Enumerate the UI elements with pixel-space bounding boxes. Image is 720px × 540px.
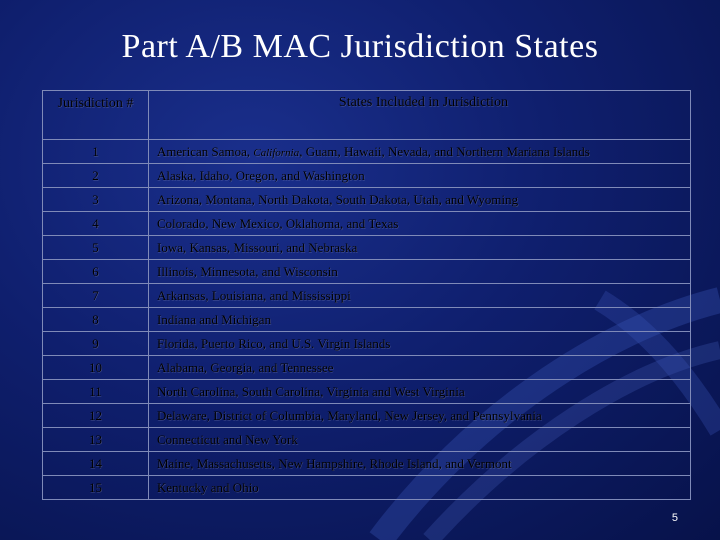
jurisdiction-number-cell: 9 [43, 332, 149, 356]
states-cell: Connecticut and New York [149, 428, 691, 452]
jurisdiction-number-cell: 5 [43, 236, 149, 260]
jurisdiction-number-cell: 6 [43, 260, 149, 284]
table-row [43, 140, 691, 164]
jurisdiction-number-cell: 12 [43, 404, 149, 428]
states-text-prefix: American Samoa, [157, 143, 254, 159]
table-row [43, 164, 691, 188]
table-row [43, 404, 691, 428]
states-cell: Arizona, Montana, North Dakota, South Dakota, Utah, and Wyoming [149, 188, 691, 212]
states-cell: Illinois, Minnesota, and Wisconsin [149, 260, 691, 284]
jurisdiction-number-cell: 10 [43, 356, 149, 380]
states-cell: Maine, Massachusetts, New Hampshire, Rhode Island, and Vermont [149, 452, 691, 476]
table-row [43, 236, 691, 260]
table-row [43, 476, 691, 500]
states-text-italic: California [253, 146, 300, 159]
table-row [43, 380, 691, 404]
page-number: 5 [671, 512, 678, 524]
jurisdiction-number-cell: 11 [43, 380, 149, 404]
states-cell: Delaware, District of Columbia, Maryland, New Jersey, and Pennsylvania [149, 404, 691, 428]
jurisdiction-number-cell: 7 [43, 284, 149, 308]
table-row [43, 260, 691, 284]
table-row [43, 212, 691, 236]
states-cell: Indiana and Michigan [149, 308, 691, 332]
jurisdiction-number-cell: 13 [43, 428, 149, 452]
jurisdiction-table [42, 90, 691, 500]
header-jurisdiction-number: Jurisdiction # [43, 91, 149, 140]
table-row [43, 356, 691, 380]
states-text-suffix: , Guam, Hawaii, Nevada, and Northern Mariana Islands [299, 143, 590, 159]
states-cell: North Carolina, South Carolina, Virginia and West Virginia [149, 380, 691, 404]
states-cell: Arkansas, Louisiana, and Mississippi [149, 284, 691, 308]
jurisdiction-number-cell: 14 [43, 452, 149, 476]
table-header-row [43, 91, 691, 140]
states-cell: Alabama, Georgia, and Tennessee [149, 356, 691, 380]
table-row [43, 452, 691, 476]
table-body [43, 140, 691, 500]
states-cell: Kentucky and Ohio [149, 476, 691, 500]
states-cell: Iowa, Kansas, Missouri, and Nebraska [149, 236, 691, 260]
table-row [43, 308, 691, 332]
jurisdiction-number-cell: 1 [43, 140, 149, 164]
jurisdiction-number-cell: 3 [43, 188, 149, 212]
states-cell: Alaska, Idaho, Oregon, and Washington [149, 164, 691, 188]
states-cell [149, 140, 691, 164]
table-row [43, 428, 691, 452]
jurisdiction-number-cell: 15 [43, 476, 149, 500]
header-states: States Included in Jurisdiction [149, 91, 691, 140]
table-row [43, 332, 691, 356]
states-cell: Florida, Puerto Rico, and U.S. Virgin Islands [149, 332, 691, 356]
table-row [43, 284, 691, 308]
jurisdiction-number-cell: 8 [43, 308, 149, 332]
states-cell: Colorado, New Mexico, Oklahoma, and Texas [149, 212, 691, 236]
slide-title: Part A/B MAC Jurisdiction States [121, 28, 599, 65]
jurisdiction-number-cell: 4 [43, 212, 149, 236]
table-row [43, 188, 691, 212]
jurisdiction-number-cell: 2 [43, 164, 149, 188]
